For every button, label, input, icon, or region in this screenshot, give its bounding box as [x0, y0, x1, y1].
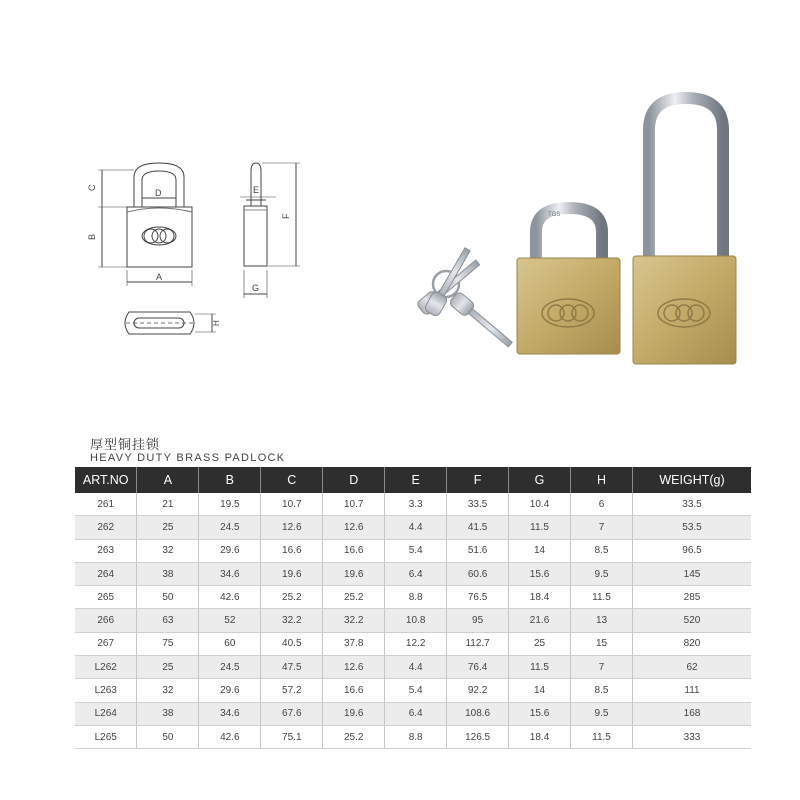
table-cell: 53.5 — [633, 516, 752, 539]
table-cell: 60.6 — [447, 562, 509, 585]
table-cell: 8.8 — [385, 586, 447, 609]
table-row — [75, 539, 751, 562]
column-header: D — [323, 467, 385, 493]
table-cell: 266 — [75, 609, 137, 632]
table-row — [75, 656, 751, 679]
table-cell: 11.5 — [571, 586, 633, 609]
table-cell: 10.7 — [261, 493, 323, 516]
table-cell: 265 — [75, 586, 137, 609]
table-cell: 67.6 — [261, 702, 323, 725]
table-cell: 33.5 — [633, 493, 752, 516]
table-cell: 25 — [137, 516, 199, 539]
column-header: E — [385, 467, 447, 493]
table-cell: 32.2 — [261, 609, 323, 632]
table-header-row — [75, 467, 751, 493]
table-cell: 34.6 — [199, 562, 261, 585]
table-cell: 12.2 — [385, 632, 447, 655]
table-cell: 92.2 — [447, 679, 509, 702]
table-cell: 261 — [75, 493, 137, 516]
table-cell: 4.4 — [385, 516, 447, 539]
table-cell: 263 — [75, 539, 137, 562]
column-header: A — [137, 467, 199, 493]
table-cell: 25.2 — [261, 586, 323, 609]
table-cell: 262 — [75, 516, 137, 539]
table-cell: 19.6 — [261, 562, 323, 585]
table-cell: 8.5 — [571, 539, 633, 562]
spec-table — [75, 467, 751, 749]
table-cell: 15.6 — [509, 562, 571, 585]
table-cell: 52 — [199, 609, 261, 632]
dim-label-e: E — [253, 185, 260, 195]
table-cell: 14 — [509, 679, 571, 702]
column-header: G — [509, 467, 571, 493]
table-cell: 820 — [633, 632, 752, 655]
table-cell: 6.4 — [385, 562, 447, 585]
table-cell: 285 — [633, 586, 752, 609]
table-cell: 21.6 — [509, 609, 571, 632]
table-row — [75, 586, 751, 609]
table-cell: 16.6 — [323, 539, 385, 562]
table-cell: 25.2 — [323, 725, 385, 748]
table-cell: 38 — [137, 562, 199, 585]
table-cell: L264 — [75, 702, 137, 725]
table-cell: 32.2 — [323, 609, 385, 632]
table-cell: 76.4 — [447, 656, 509, 679]
table-cell: 75.1 — [261, 725, 323, 748]
column-header: F — [447, 467, 509, 493]
table-cell: 96.5 — [633, 539, 752, 562]
table-cell: 5.4 — [385, 679, 447, 702]
table-cell: 95 — [447, 609, 509, 632]
table-cell: 15.6 — [509, 702, 571, 725]
column-header: C — [261, 467, 323, 493]
table-cell: 10.8 — [385, 609, 447, 632]
table-cell: 12.6 — [261, 516, 323, 539]
table-cell: 41.5 — [447, 516, 509, 539]
table-cell: 5.4 — [385, 539, 447, 562]
table-cell: 33.5 — [447, 493, 509, 516]
column-header: ART.NO — [75, 467, 137, 493]
table-cell: 520 — [633, 609, 752, 632]
table-row — [75, 562, 751, 585]
table-cell: 34.6 — [199, 702, 261, 725]
table-row — [75, 609, 751, 632]
table-cell: 19.6 — [323, 702, 385, 725]
dim-label-b: B — [87, 233, 97, 240]
table-cell: 126.5 — [447, 725, 509, 748]
dim-label-f: F — [281, 213, 291, 219]
table-cell: 13 — [571, 609, 633, 632]
table-cell: 42.6 — [199, 586, 261, 609]
table-cell: 8.8 — [385, 725, 447, 748]
table-cell: 3.3 — [385, 493, 447, 516]
table-cell: 47.5 — [261, 656, 323, 679]
table-row — [75, 632, 751, 655]
dim-label-g: G — [252, 283, 260, 293]
table-cell: 267 — [75, 632, 137, 655]
table-cell: 12.6 — [323, 656, 385, 679]
table-row — [75, 516, 751, 539]
table-cell: 10.4 — [509, 493, 571, 516]
table-row — [75, 725, 751, 748]
table-cell: 16.6 — [323, 679, 385, 702]
heading-chinese: 厚型铜挂锁 — [90, 438, 161, 453]
table-cell: 8.5 — [571, 679, 633, 702]
table-cell: 24.5 — [199, 516, 261, 539]
dim-label-d: D — [155, 188, 162, 198]
table-cell: 108.6 — [447, 702, 509, 725]
table-cell: 112.7 — [447, 632, 509, 655]
shackle-engraving: TGS — [548, 212, 561, 218]
table-cell: 264 — [75, 562, 137, 585]
table-row — [75, 679, 751, 702]
table-cell: 7 — [571, 656, 633, 679]
table-cell: 32 — [137, 679, 199, 702]
table-cell: 60 — [199, 632, 261, 655]
heading-english: HEAVY DUTY BRASS PADLOCK — [90, 452, 286, 464]
table-cell: 14 — [509, 539, 571, 562]
table-cell: 51.6 — [447, 539, 509, 562]
table-cell: 11.5 — [509, 656, 571, 679]
table-cell: 50 — [137, 586, 199, 609]
table-cell: 62 — [633, 656, 752, 679]
table-cell: 76.5 — [447, 586, 509, 609]
dim-label-a: A — [156, 272, 163, 282]
table-cell: 25.2 — [323, 586, 385, 609]
keys-image — [416, 245, 516, 350]
dim-label-h: H — [212, 320, 221, 326]
table-cell: 6 — [571, 493, 633, 516]
table-cell: 32 — [137, 539, 199, 562]
table-cell: 50 — [137, 725, 199, 748]
table-cell: 168 — [633, 702, 752, 725]
table-cell: 29.6 — [199, 539, 261, 562]
table-cell: 18.4 — [509, 725, 571, 748]
table-cell: 145 — [633, 562, 752, 585]
column-header: WEIGHT(g) — [633, 467, 752, 493]
column-header: B — [199, 467, 261, 493]
table-cell: 21 — [137, 493, 199, 516]
table-cell: 111 — [633, 679, 752, 702]
long-shackle-padlock-image — [633, 98, 736, 364]
table-cell: 57.2 — [261, 679, 323, 702]
table-cell: 16.6 — [261, 539, 323, 562]
short-shackle-padlock-image — [517, 208, 620, 354]
table-cell: L263 — [75, 679, 137, 702]
table-cell: 15 — [571, 632, 633, 655]
table-cell: 63 — [137, 609, 199, 632]
table-cell: 25 — [137, 656, 199, 679]
table-cell: L262 — [75, 656, 137, 679]
table-body — [75, 493, 751, 749]
table-cell: 18.4 — [509, 586, 571, 609]
table-cell: 9.5 — [571, 702, 633, 725]
table-cell: 10.7 — [323, 493, 385, 516]
table-row — [75, 493, 751, 516]
table-cell: 7 — [571, 516, 633, 539]
dim-label-c: C — [87, 184, 97, 191]
table-cell: 40.5 — [261, 632, 323, 655]
table-cell: 37.8 — [323, 632, 385, 655]
table-cell: 333 — [633, 725, 752, 748]
table-cell: 11.5 — [571, 725, 633, 748]
table-cell: 38 — [137, 702, 199, 725]
table-row — [75, 702, 751, 725]
table-cell: 19.6 — [323, 562, 385, 585]
table-cell: 11.5 — [509, 516, 571, 539]
table-cell: L265 — [75, 725, 137, 748]
table-cell: 42.6 — [199, 725, 261, 748]
table-cell: 75 — [137, 632, 199, 655]
table-cell: 6.4 — [385, 702, 447, 725]
table-cell: 25 — [509, 632, 571, 655]
table-cell: 19.5 — [199, 493, 261, 516]
table-cell: 24.5 — [199, 656, 261, 679]
table-cell: 4.4 — [385, 656, 447, 679]
table-cell: 9.5 — [571, 562, 633, 585]
column-header: H — [571, 467, 633, 493]
table-cell: 12.6 — [323, 516, 385, 539]
table-cell: 29.6 — [199, 679, 261, 702]
